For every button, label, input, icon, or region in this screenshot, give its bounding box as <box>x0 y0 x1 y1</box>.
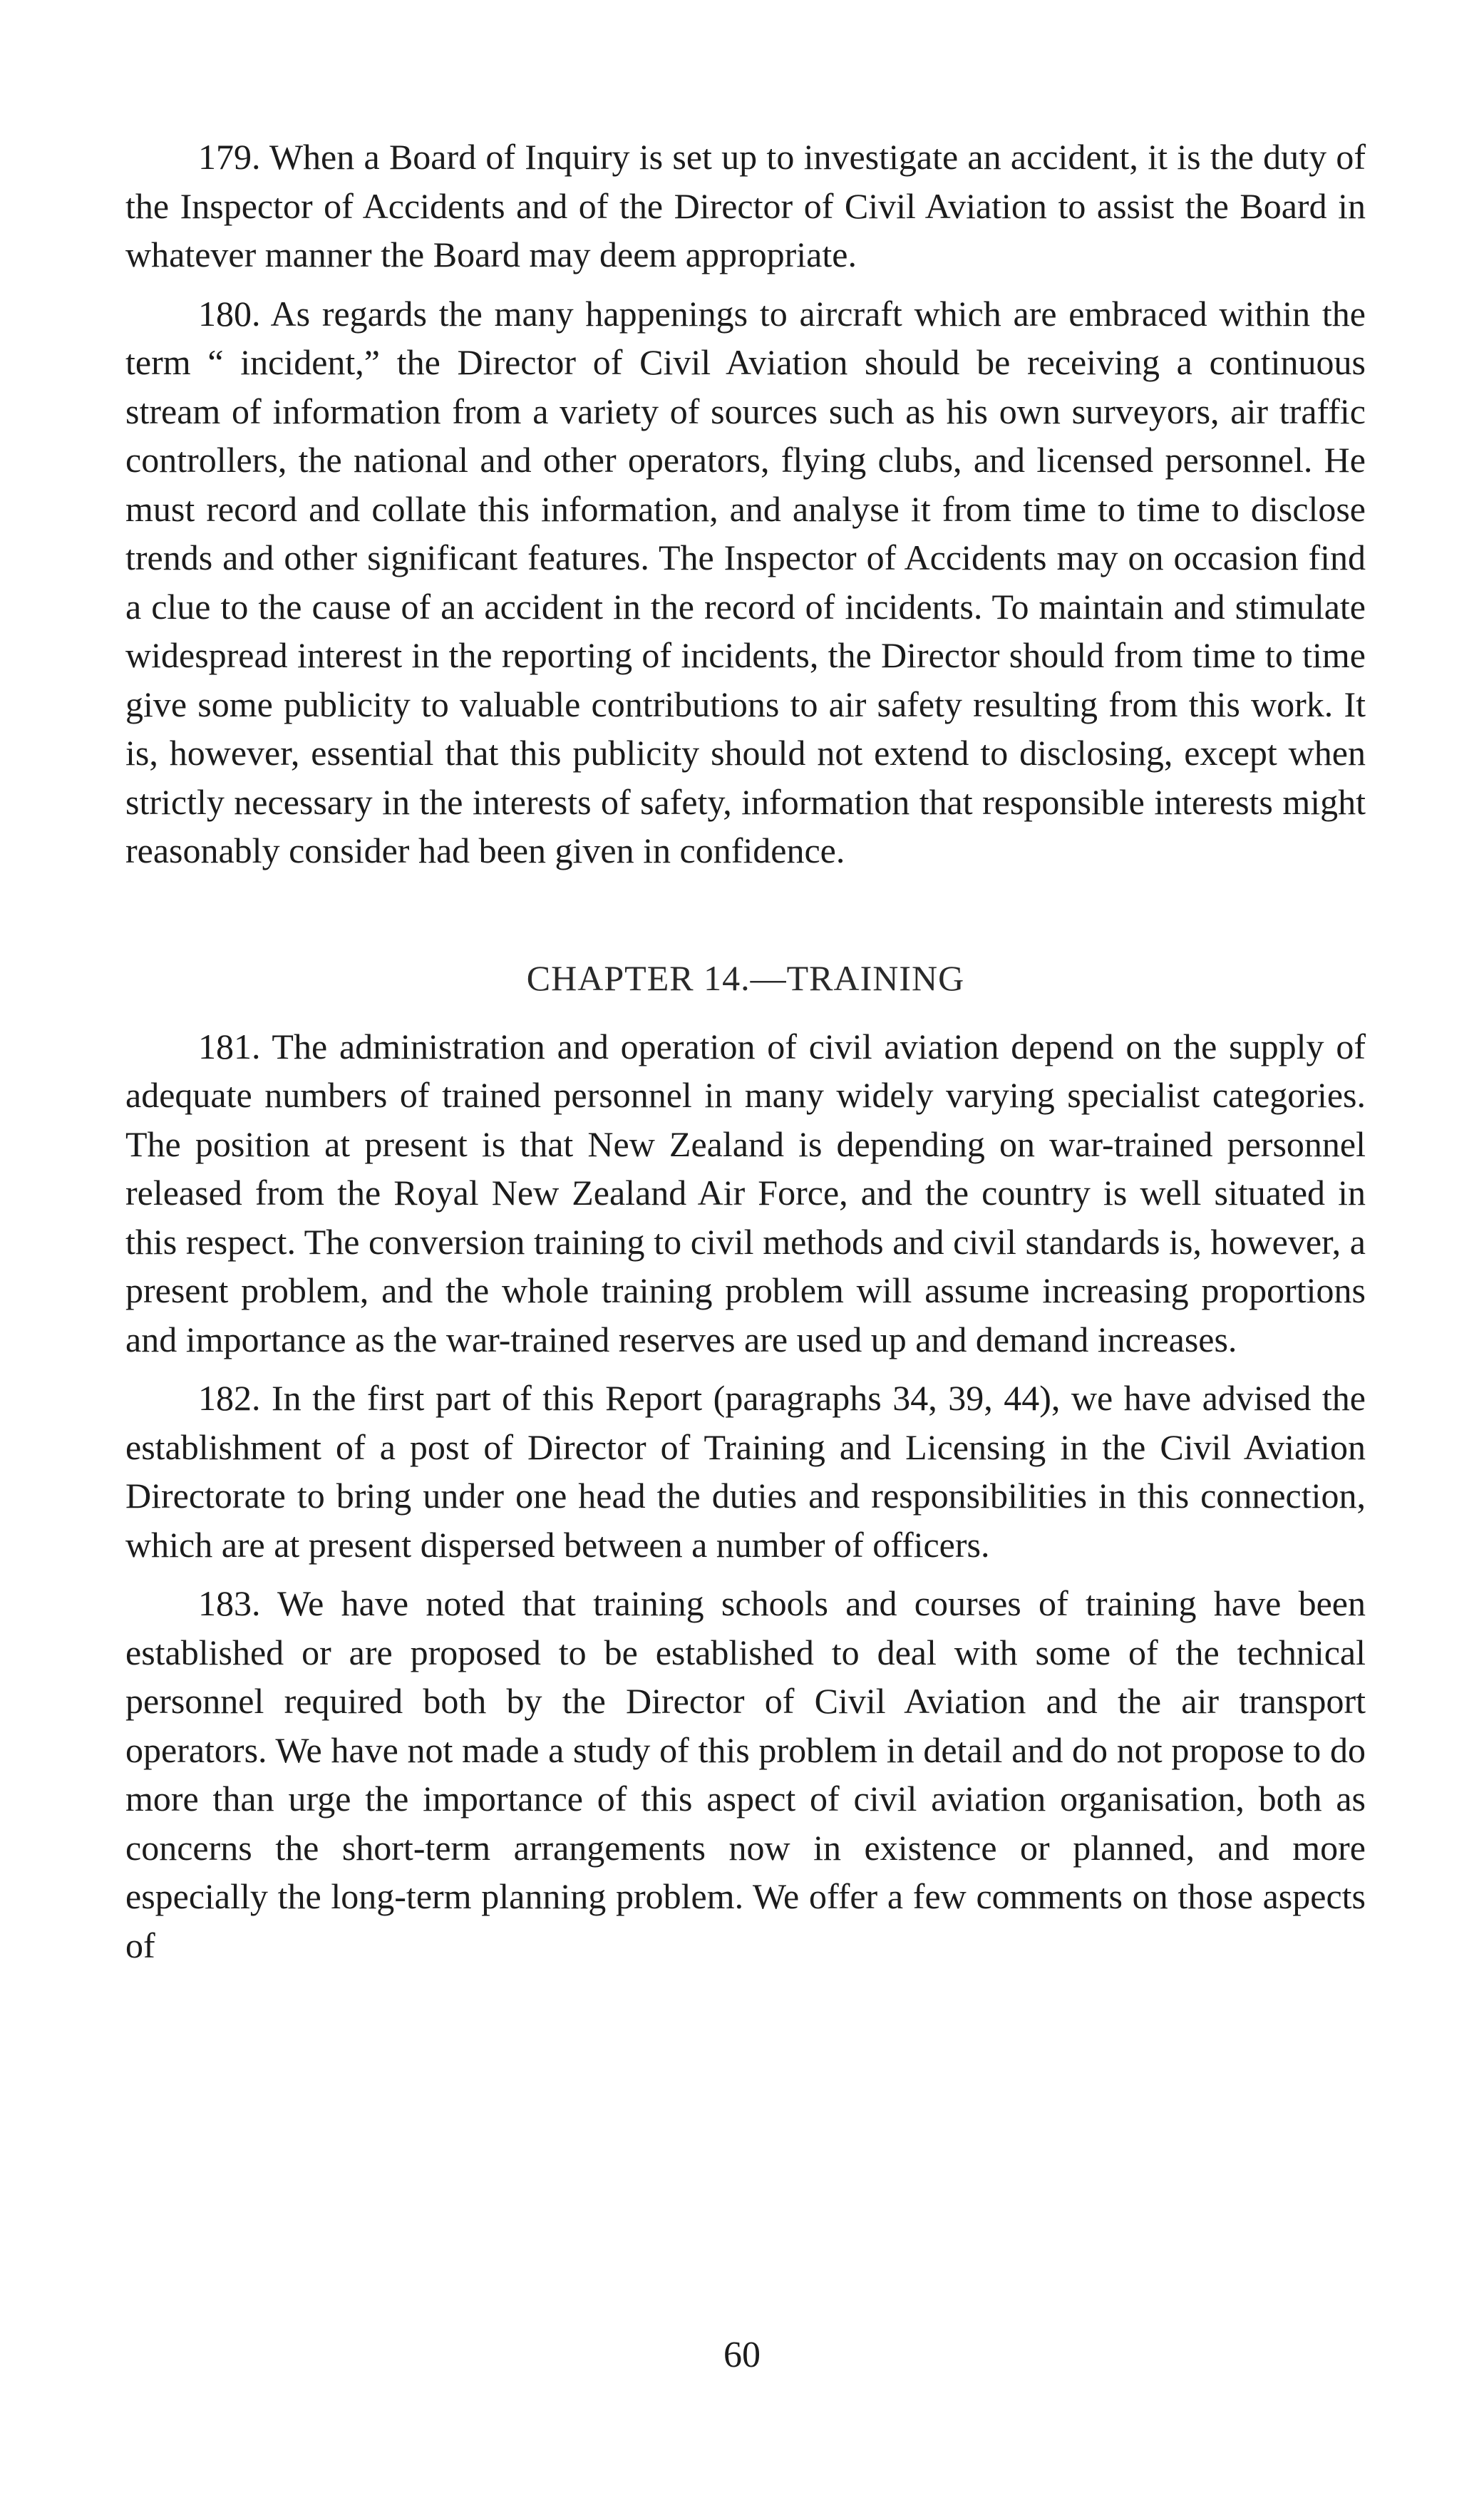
paragraph-text: The administration and operation of civil aviation depend on the supply of adequate numbers of trained personnel in many widely varying specialist categories. The position at present is that New Zealand is depending on war-trained personnel released from the Royal New Zealand Air Force, and the country is well situated in this respect. The conversion training to civil methods and civil standards is, however, a present problem, and the whole training problem will assume increasing proportions and importance as the war-trained reserves are used up and demand increases. <box>125 1026 1366 1359</box>
paragraph-text: In the first part of this Report (paragraphs 34, 39, 44), we have advised the establishment of a post of Director of Training and Licensing in the Civil Aviation Directorate to bring under one head the duties and responsibilities in this connection, which are at present dispersed between a number of officers. <box>125 1378 1366 1565</box>
paragraph-number: 183. <box>198 1583 261 1623</box>
paragraph-text: As regards the many happenings to aircraft which are embraced within the term “ incident,” the Director of Civil Aviation should be receiving a continuous stream of information from a variety of sources such as his own surveyors, air traffic controllers, the national and other operators, flying clubs, and licensed personnel. He must record and collate this information, and analyse it from time to time to disclose trends and other significant features. The Inspector of Accidents may on occasion find a clue to the cause of an accident in the record of incidents. To maintain and stimulate widespread interest in the reporting of incidents, the Director should from time to time give some publicity to valuable contributions to air safety resulting from this work. It is, however, essential that this publicity should not extend to disclosing, except when strictly necessary in the interests of safety, information that responsible interests might reasonably consider had been given in confidence. <box>125 293 1366 870</box>
paragraph-181 <box>125 1022 1366 1364</box>
paragraph-number: 180. <box>198 293 261 334</box>
page-body <box>125 133 1366 1970</box>
paragraph-183 <box>125 1579 1366 1970</box>
page-number: 60 <box>723 2335 761 2375</box>
paragraph-179 <box>125 133 1366 279</box>
paragraph-number: 182. <box>198 1378 261 1418</box>
paragraph-number: 179. <box>198 137 261 177</box>
chapter-heading: CHAPTER 14.—TRAINING <box>526 957 965 998</box>
paragraph-text: When a Board of Inquiry is set up to investigate an accident, it is the duty of the Inspector of Accidents and of the Director of Civil Aviation to assist the Board in whatever manner the Board may deem appropriate. <box>125 137 1366 274</box>
paragraph-180 <box>125 289 1366 875</box>
paragraph-182 <box>125 1374 1366 1569</box>
paragraph-number: 181. <box>198 1026 261 1066</box>
paragraph-text: We have noted that training schools and courses of training have been established or are proposed to be established to deal with some of the technical personnel required both by the Director of Civil Aviation and the air transport operators. We have not made a study of this problem in detail and do not propose to do more than urge the importance of this aspect of civil aviation organisation, both as concerns the short-term arrangements now in existence or planned, and more especially the long-term planning problem. We offer a few comments on those aspects of <box>125 1583 1366 1965</box>
